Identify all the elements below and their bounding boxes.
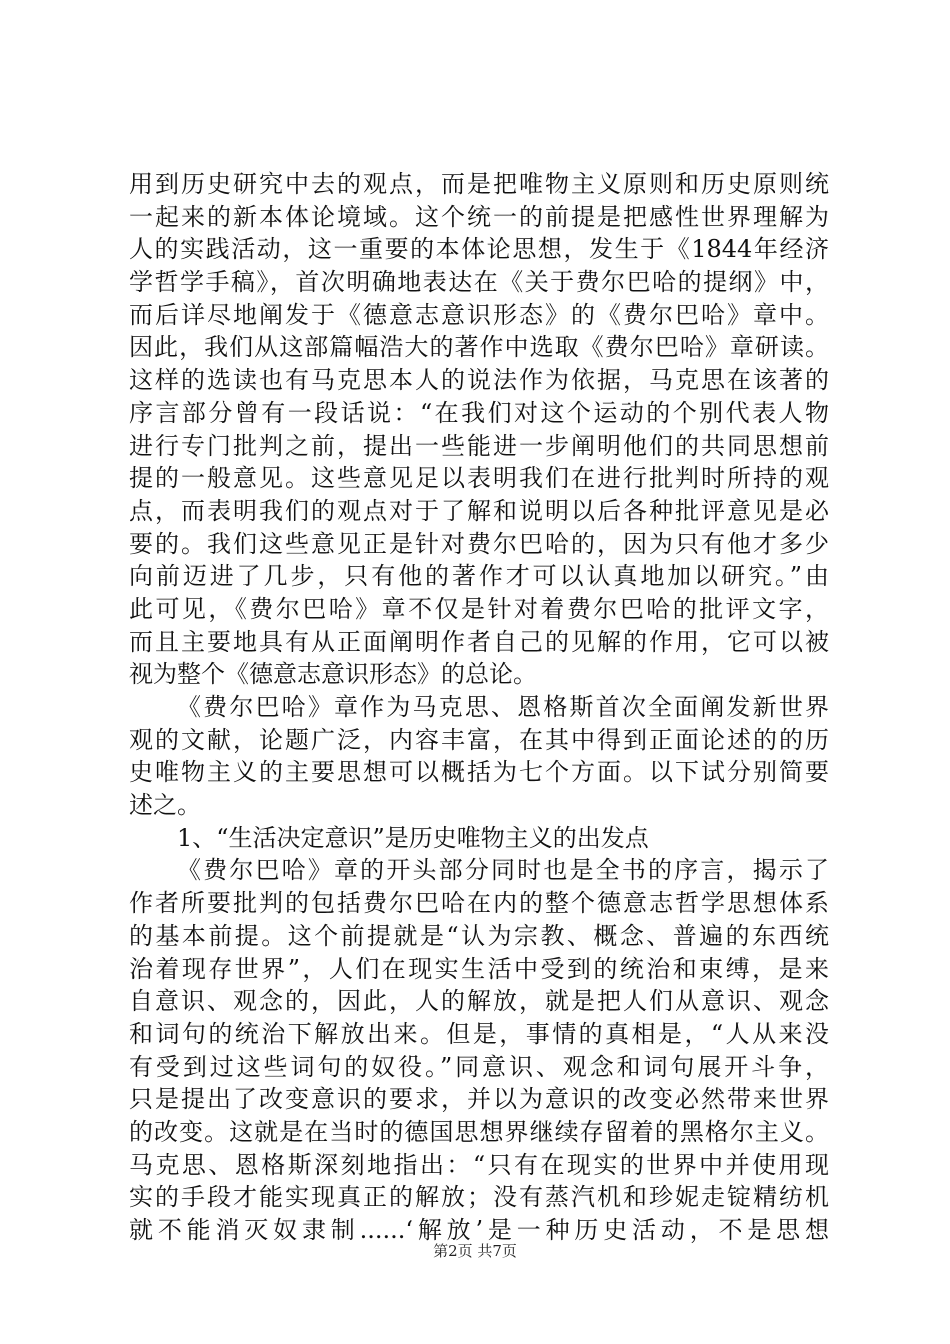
text-line: 而后详尽地阐发于《德意志意识形态》的《费尔巴哈》章中。 xyxy=(129,300,829,329)
text-line: 这样的选读也有马克思本人的说法作为依据，马克思在该著的 xyxy=(129,366,829,395)
text-line: 和词句的统治下解放出来。但是，事情的真相是，“人从来没 xyxy=(129,1019,829,1048)
text-line: 就不能消灭奴隶制......‘解放’是一种历史活动，不是思想 xyxy=(129,1216,829,1244)
text-line: 《费尔巴哈》章的开头部分同时也是全书的序言，揭示了 xyxy=(177,856,829,885)
text-line: 自意识、观念的，因此，人的解放，就是把人们从意识、观念 xyxy=(129,987,829,1016)
text-line: 作者所要批判的包括费尔巴哈在内的整个德意志哲学思想体系 xyxy=(129,889,829,918)
text-line: 要的。我们这些意见正是针对费尔巴哈的，因为只有他才多少 xyxy=(129,529,829,558)
text-line: 只是提出了改变意识的要求，并以为意识的改变必然带来世界 xyxy=(129,1085,829,1114)
section-heading: 1、“生活决定意识”是历史唯物主义的出发点 xyxy=(177,823,649,852)
text-line: 序言部分曾有一段话说：“在我们对这个运动的个别代表人物 xyxy=(129,398,829,427)
text-line: 观的文献，论题广泛，内容丰富，在其中得到正面论述的的历 xyxy=(129,725,829,754)
text-line: 人的实践活动，这一重要的本体论思想，发生于《1844年经济 xyxy=(129,235,829,264)
text-line: 学哲学手稿》，首次明确地表达在《关于费尔巴哈的提纲》中， xyxy=(129,268,829,297)
text-line: 史唯物主义的主要思想可以概括为七个方面。以下试分别简要 xyxy=(129,758,829,787)
text-line: 述之。 xyxy=(129,791,201,820)
text-line: 治着现存世界”，人们在现实生活中受到的统治和束缚，是来 xyxy=(129,954,829,983)
text-line: 点，而表明我们的观点对于了解和说明以后各种批评意见是必 xyxy=(129,496,829,525)
text-line: 视为整个《德意志意识形态》的总论。 xyxy=(129,660,537,689)
text-line: 的改变。这就是在当时的德国思想界继续存留着的黑格尔主义。 xyxy=(129,1117,829,1146)
document-body xyxy=(129,168,829,1247)
text-line: 的基本前提。这个前提就是“认为宗教、概念、普遍的东西统 xyxy=(129,921,829,950)
text-line: 实的手段才能实现真正的解放；没有蒸汽机和珍妮走锭精纺机 xyxy=(129,1183,829,1212)
text-line: 一起来的新本体论境域。这个统一的前提是把感性世界理解为 xyxy=(129,202,829,231)
text-line: 马克思、恩格斯深刻地指出：“只有在现实的世界中并使用现 xyxy=(129,1150,829,1179)
page-footer: 第2页 共7页 xyxy=(433,1242,517,1260)
text-line: 而且主要地具有从正面阐明作者自己的见解的作用，它可以被 xyxy=(129,627,829,656)
text-line: 因此，我们从这部篇幅浩大的著作中选取《费尔巴哈》章研读。 xyxy=(129,333,829,362)
text-line: 用到历史研究中去的观点，而是把唯物主义原则和历史原则统 xyxy=(129,170,829,198)
text-line: 有受到过这些词句的奴役。”同意识、观念和词句展开斗争， xyxy=(129,1052,829,1081)
text-line: 提的一般意见。这些意见足以表明我们在进行批判时所持的观 xyxy=(129,464,829,493)
text-line: 向前迈进了几步，只有他的著作才可以认真地加以研究。”由 xyxy=(129,562,829,591)
text-line: 此可见，《费尔巴哈》章不仅是针对着费尔巴哈的批评文字， xyxy=(129,594,829,623)
text-line: 《费尔巴哈》章作为马克思、恩格斯首次全面阐发新世界 xyxy=(177,693,829,721)
text-line: 进行专门批判之前，提出一些能进一步阐明他们的共同思想前 xyxy=(129,431,829,460)
